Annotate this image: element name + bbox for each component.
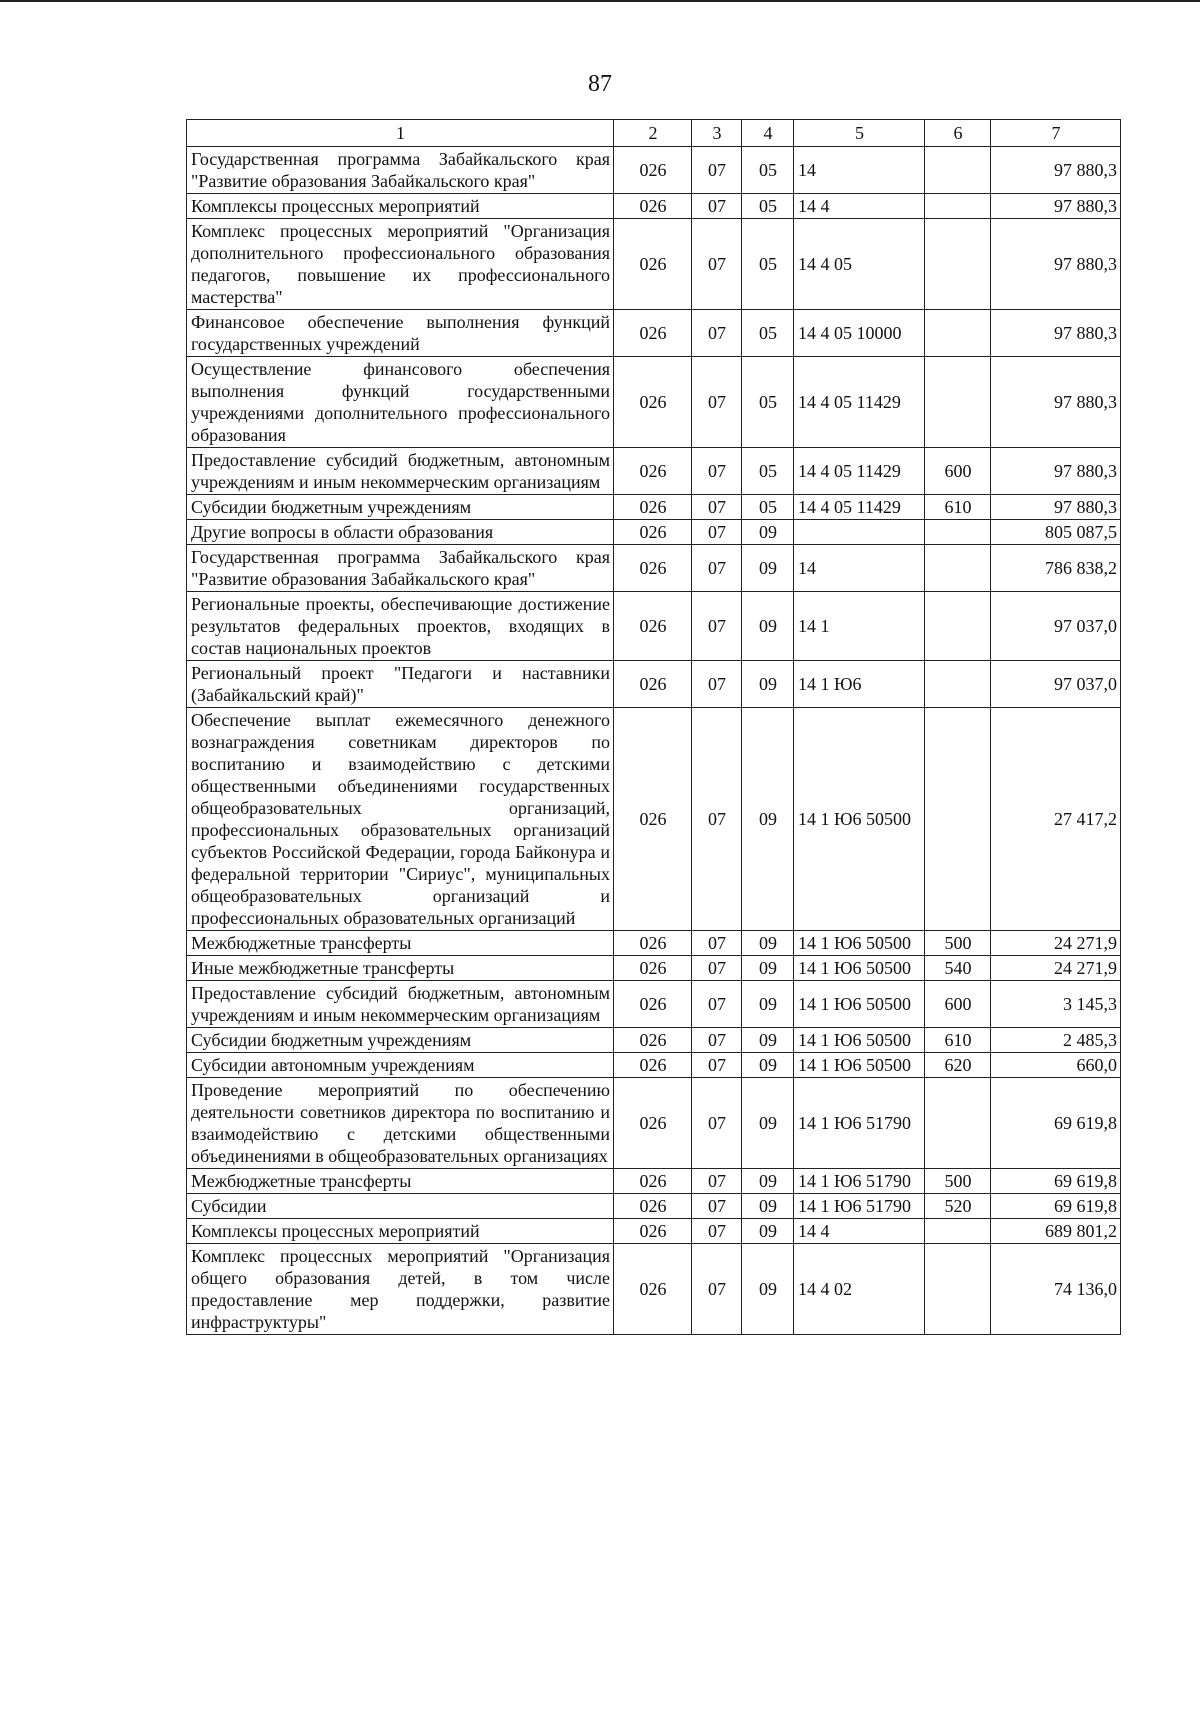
section-code-cell: 07	[692, 357, 742, 448]
table-row	[187, 931, 1121, 956]
expense-type-cell: 610	[925, 495, 991, 520]
amount-cell: 69 619,8	[991, 1078, 1121, 1169]
table-row	[187, 981, 1121, 1028]
amount-cell: 97 880,3	[991, 147, 1121, 194]
target-article-cell: 14 1 Ю6 51790	[794, 1194, 925, 1219]
subsection-code-cell: 09	[742, 708, 794, 931]
target-article-cell: 14 4	[794, 194, 925, 219]
admin-code-cell: 026	[614, 592, 692, 661]
subsection-code-cell: 05	[742, 357, 794, 448]
table-row	[187, 592, 1121, 661]
amount-cell: 97 037,0	[991, 592, 1121, 661]
target-article-cell: 14 1 Ю6 50500	[794, 981, 925, 1028]
table-row	[187, 1244, 1121, 1335]
expense-type-cell: 620	[925, 1053, 991, 1078]
table-row	[187, 1169, 1121, 1194]
section-code-cell: 07	[692, 194, 742, 219]
expense-type-cell	[925, 357, 991, 448]
column-header: 2	[614, 120, 692, 147]
expense-type-cell: 500	[925, 931, 991, 956]
section-code-cell: 07	[692, 520, 742, 545]
table-row	[187, 495, 1121, 520]
subsection-code-cell: 09	[742, 1219, 794, 1244]
expense-type-cell: 500	[925, 1169, 991, 1194]
subsection-code-cell: 09	[742, 956, 794, 981]
target-article-cell: 14 4 05	[794, 219, 925, 310]
section-code-cell: 07	[692, 708, 742, 931]
row-name-cell: Государственная программа Забайкальского края "Развитие образования Забайкальского края"	[187, 545, 614, 592]
expense-type-cell	[925, 545, 991, 592]
expense-type-cell: 520	[925, 1194, 991, 1219]
target-article-cell: 14 1 Ю6 50500	[794, 708, 925, 931]
row-name-cell: Осуществление финансового обеспечения выполнения функций государственными учреждениями дополнительного профессионального образования	[187, 357, 614, 448]
amount-cell: 69 619,8	[991, 1169, 1121, 1194]
section-code-cell: 07	[692, 545, 742, 592]
target-article-cell: 14 1 Ю6 50500	[794, 1053, 925, 1078]
expense-type-cell	[925, 592, 991, 661]
admin-code-cell: 026	[614, 956, 692, 981]
table-row	[187, 708, 1121, 931]
admin-code-cell: 026	[614, 448, 692, 495]
table-row	[187, 661, 1121, 708]
section-code-cell: 07	[692, 1244, 742, 1335]
row-name-cell: Государственная программа Забайкальского края "Развитие образования Забайкальского края"	[187, 147, 614, 194]
subsection-code-cell: 09	[742, 1028, 794, 1053]
subsection-code-cell: 09	[742, 981, 794, 1028]
admin-code-cell: 026	[614, 357, 692, 448]
row-name-cell: Региональные проекты, обеспечивающие достижение результатов федеральных проектов, входящих в состав национальных проектов	[187, 592, 614, 661]
section-code-cell: 07	[692, 1028, 742, 1053]
admin-code-cell: 026	[614, 495, 692, 520]
amount-cell: 2 485,3	[991, 1028, 1121, 1053]
table-row	[187, 357, 1121, 448]
amount-cell: 786 838,2	[991, 545, 1121, 592]
column-header: 3	[692, 120, 742, 147]
row-name-cell: Предоставление субсидий бюджетным, автономным учреждениям и иным некоммерческим организациям	[187, 448, 614, 495]
row-name-cell: Проведение мероприятий по обеспечению деятельности советников директора по воспитанию и взаимодействию с детскими общественными объединениями в общеобразовательных организациях	[187, 1078, 614, 1169]
table-row	[187, 1219, 1121, 1244]
admin-code-cell: 026	[614, 931, 692, 956]
subsection-code-cell: 05	[742, 219, 794, 310]
admin-code-cell: 026	[614, 520, 692, 545]
table-row	[187, 147, 1121, 194]
target-article-cell	[794, 520, 925, 545]
admin-code-cell: 026	[614, 981, 692, 1028]
subsection-code-cell: 05	[742, 448, 794, 495]
table-row	[187, 219, 1121, 310]
admin-code-cell: 026	[614, 708, 692, 931]
amount-cell: 24 271,9	[991, 931, 1121, 956]
target-article-cell: 14 1	[794, 592, 925, 661]
row-name-cell: Обеспечение выплат ежемесячного денежного вознаграждения советникам директоров по воспитанию и взаимодействию с детскими общественными объединениями государственных общеобразовательных организаций, профессиональных образовательных организаций субъектов Российской Федерации, города Байконура и федеральной территории "Сириус", муниципальных общеобразовательных организаций и профессиональных образовательных организаций	[187, 708, 614, 931]
target-article-cell: 14 4 05 11429	[794, 357, 925, 448]
amount-cell: 97 037,0	[991, 661, 1121, 708]
admin-code-cell: 026	[614, 1169, 692, 1194]
admin-code-cell: 026	[614, 661, 692, 708]
section-code-cell: 07	[692, 661, 742, 708]
expense-type-cell	[925, 194, 991, 219]
row-name-cell: Комплексы процессных мероприятий	[187, 194, 614, 219]
admin-code-cell: 026	[614, 545, 692, 592]
row-name-cell: Комплекс процессных мероприятий "Организация дополнительного профессионального образования педагогов, повышение их профессионального мастерства"	[187, 219, 614, 310]
expense-type-cell	[925, 310, 991, 357]
table-row	[187, 520, 1121, 545]
amount-cell: 97 880,3	[991, 310, 1121, 357]
subsection-code-cell: 09	[742, 520, 794, 545]
expense-type-cell: 610	[925, 1028, 991, 1053]
target-article-cell: 14 4 02	[794, 1244, 925, 1335]
subsection-code-cell: 05	[742, 147, 794, 194]
section-code-cell: 07	[692, 592, 742, 661]
expense-type-cell	[925, 147, 991, 194]
row-name-cell: Финансовое обеспечение выполнения функций государственных учреждений	[187, 310, 614, 357]
row-name-cell: Иные межбюджетные трансферты	[187, 956, 614, 981]
admin-code-cell: 026	[614, 219, 692, 310]
section-code-cell: 07	[692, 931, 742, 956]
row-name-cell: Другие вопросы в области образования	[187, 520, 614, 545]
subsection-code-cell: 05	[742, 194, 794, 219]
column-header: 5	[794, 120, 925, 147]
subsection-code-cell: 09	[742, 1244, 794, 1335]
table-row	[187, 1194, 1121, 1219]
table-row	[187, 194, 1121, 219]
amount-cell: 805 087,5	[991, 520, 1121, 545]
subsection-code-cell: 09	[742, 1053, 794, 1078]
target-article-cell: 14 4	[794, 1219, 925, 1244]
row-name-cell: Субсидии автономным учреждениям	[187, 1053, 614, 1078]
amount-cell: 97 880,3	[991, 219, 1121, 310]
target-article-cell: 14 1 Ю6 50500	[794, 956, 925, 981]
section-code-cell: 07	[692, 147, 742, 194]
row-name-cell: Субсидии	[187, 1194, 614, 1219]
target-article-cell: 14 1 Ю6 51790	[794, 1169, 925, 1194]
expense-type-cell: 600	[925, 981, 991, 1028]
admin-code-cell: 026	[614, 1219, 692, 1244]
column-header: 6	[925, 120, 991, 147]
amount-cell: 97 880,3	[991, 194, 1121, 219]
page-number: 87	[588, 71, 612, 97]
subsection-code-cell: 09	[742, 931, 794, 956]
row-name-cell: Межбюджетные трансферты	[187, 931, 614, 956]
subsection-code-cell: 09	[742, 661, 794, 708]
amount-cell: 660,0	[991, 1053, 1121, 1078]
subsection-code-cell: 09	[742, 545, 794, 592]
table-row	[187, 448, 1121, 495]
subsection-code-cell: 09	[742, 1078, 794, 1169]
subsection-code-cell: 09	[742, 1169, 794, 1194]
section-code-cell: 07	[692, 219, 742, 310]
column-header: 4	[742, 120, 794, 147]
expense-type-cell	[925, 661, 991, 708]
admin-code-cell: 026	[614, 147, 692, 194]
table-row	[187, 956, 1121, 981]
row-name-cell: Субсидии бюджетным учреждениям	[187, 1028, 614, 1053]
amount-cell: 97 880,3	[991, 357, 1121, 448]
admin-code-cell: 026	[614, 1194, 692, 1219]
table-row	[187, 1078, 1121, 1169]
row-name-cell: Региональный проект "Педагоги и наставники (Забайкальский край)"	[187, 661, 614, 708]
section-code-cell: 07	[692, 310, 742, 357]
column-header: 1	[187, 120, 614, 147]
section-code-cell: 07	[692, 1078, 742, 1169]
expense-type-cell	[925, 708, 991, 931]
amount-cell: 74 136,0	[991, 1244, 1121, 1335]
expense-type-cell	[925, 520, 991, 545]
subsection-code-cell: 09	[742, 592, 794, 661]
section-code-cell: 07	[692, 1053, 742, 1078]
amount-cell: 69 619,8	[991, 1194, 1121, 1219]
admin-code-cell: 026	[614, 1028, 692, 1053]
row-name-cell: Комплексы процессных мероприятий	[187, 1219, 614, 1244]
admin-code-cell: 026	[614, 194, 692, 219]
amount-cell: 24 271,9	[991, 956, 1121, 981]
section-code-cell: 07	[692, 1169, 742, 1194]
subsection-code-cell: 05	[742, 495, 794, 520]
target-article-cell: 14 1 Ю6	[794, 661, 925, 708]
section-code-cell: 07	[692, 448, 742, 495]
section-code-cell: 07	[692, 1219, 742, 1244]
admin-code-cell: 026	[614, 1053, 692, 1078]
table-body	[187, 147, 1121, 1335]
target-article-cell: 14 4 05 10000	[794, 310, 925, 357]
section-code-cell: 07	[692, 1194, 742, 1219]
amount-cell: 27 417,2	[991, 708, 1121, 931]
target-article-cell: 14 1 Ю6 50500	[794, 931, 925, 956]
expense-type-cell: 540	[925, 956, 991, 981]
section-code-cell: 07	[692, 495, 742, 520]
table-row	[187, 1028, 1121, 1053]
admin-code-cell: 026	[614, 310, 692, 357]
row-name-cell: Межбюджетные трансферты	[187, 1169, 614, 1194]
target-article-cell: 14 4 05 11429	[794, 448, 925, 495]
subsection-code-cell: 09	[742, 1194, 794, 1219]
section-code-cell: 07	[692, 981, 742, 1028]
table-row	[187, 545, 1121, 592]
admin-code-cell: 026	[614, 1078, 692, 1169]
section-code-cell: 07	[692, 956, 742, 981]
amount-cell: 97 880,3	[991, 495, 1121, 520]
admin-code-cell: 026	[614, 1244, 692, 1335]
expense-type-cell	[925, 1078, 991, 1169]
target-article-cell: 14	[794, 147, 925, 194]
expense-type-cell	[925, 1244, 991, 1335]
row-name-cell: Субсидии бюджетным учреждениям	[187, 495, 614, 520]
target-article-cell: 14	[794, 545, 925, 592]
row-name-cell: Комплекс процессных мероприятий "Организация общего образования детей, в том числе предоставление мер поддержки, развитие инфраструктуры"	[187, 1244, 614, 1335]
target-article-cell: 14 1 Ю6 51790	[794, 1078, 925, 1169]
table-row	[187, 1053, 1121, 1078]
subsection-code-cell: 05	[742, 310, 794, 357]
header-row	[187, 120, 1121, 147]
table-row	[187, 310, 1121, 357]
target-article-cell: 14 4 05 11429	[794, 495, 925, 520]
amount-cell: 689 801,2	[991, 1219, 1121, 1244]
amount-cell: 97 880,3	[991, 448, 1121, 495]
expense-type-cell: 600	[925, 448, 991, 495]
top-border-line	[0, 0, 1200, 2]
row-name-cell: Предоставление субсидий бюджетным, автономным учреждениям и иным некоммерческим организациям	[187, 981, 614, 1028]
column-header: 7	[991, 120, 1121, 147]
expense-type-cell	[925, 219, 991, 310]
amount-cell: 3 145,3	[991, 981, 1121, 1028]
budget-table	[186, 119, 1121, 1335]
expense-type-cell	[925, 1219, 991, 1244]
target-article-cell: 14 1 Ю6 50500	[794, 1028, 925, 1053]
